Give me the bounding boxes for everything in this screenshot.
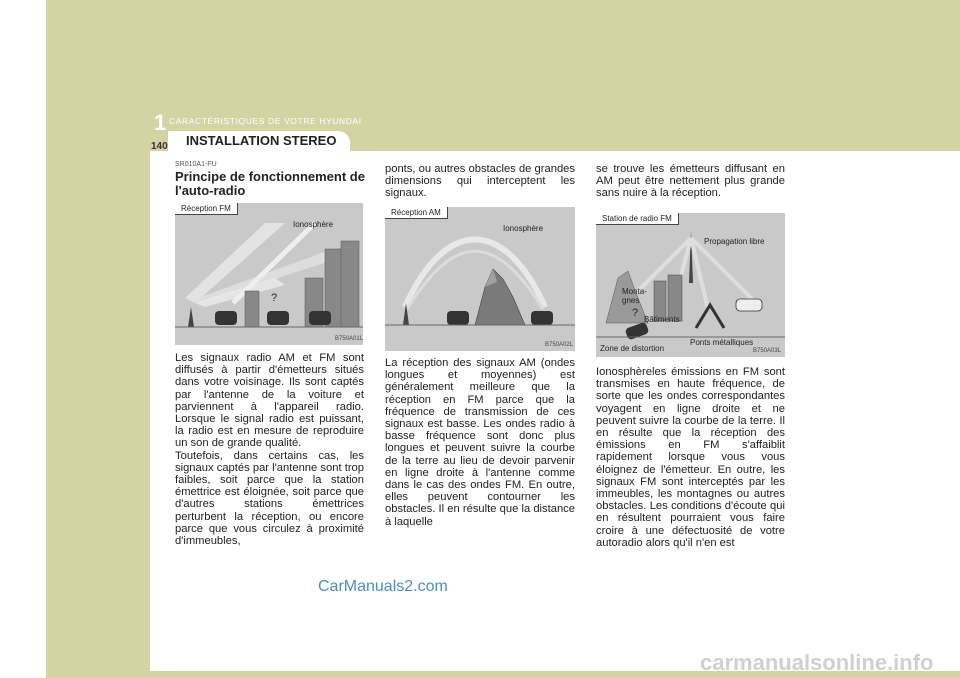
figure-fm-reception (175, 203, 363, 345)
column-3-bottom-text: Ionosphèreles émissions en FM sont transmises en haute fréquence, de sorte que les ondes correspondantes voyagent en ligne droite et ne peuvent suivre la courbe de la terre. Il en résulte que la réception des émissions en FM s'affaiblit rapidement lorsque vous vous éloignez de l'émetteur. En outre, les signaux FM sont interceptés par les immeubles, les montagnes ou autres obstacles. Les conditions d'écoute qui en résultent pourraient vous faire croire à une défectuosité de votre autoradio alors qu'il n'en est (596, 366, 785, 549)
column-2-bottom-text: La réception des signaux AM (ondes longues et moyennes) est généralement meilleure que la réception en FM parce que la fréquence de transmission de ces signaux est basse. Les ondes radio à basse fréquence sont donc plus longues et peuvent suivre la courbe de la terre au lieu de devoir parvenir en ligne droite à l'antenne comme dans le cas des ondes FM. En outre, elles peuvent contourner les obstacles. Il en résulte que la distance à laquelle (385, 357, 575, 528)
page-number: 140 (151, 141, 168, 152)
am-figure-label: Réception AM (385, 207, 448, 219)
figure-am-reception (385, 207, 575, 351)
fm-figure-label: Réception FM (175, 203, 238, 215)
figure-fm-station (596, 213, 785, 357)
site-watermark[interactable]: CarManuals2.com (318, 578, 448, 595)
chapter-title: INSTALLATION STEREO (186, 133, 337, 148)
fm-reception-illustration (175, 203, 363, 345)
fm-station-illustration (596, 213, 785, 357)
bridges-label: Ponts métalliques (690, 338, 754, 347)
column-1-text: Les signaux radio AM et FM sont diffusés à partir d'émetteurs situés dans votre voisinage. Ils sont captés par l'antenne de la voiture et parviennent à l'appareil radio. Lorsque le signal radio est puissant, la radio est en mesure de reproduire un son de grande qualité. Toutefois, dans certains cas, les signaux captés par l'antenne sont trop faibles, soit parce que la station émettrice est éloignée, soit parce que d'autres stations émettrices perturbent la réception, ou encore parce que vous circulez à proximité d'immeubles, (175, 352, 364, 548)
section-title: CARACTÉRISTIQUES DE VOTRE HYUNDAI (169, 116, 362, 126)
article-code: SR010A1-FU (175, 161, 217, 168)
distortion-label: Zone de distortion (600, 344, 665, 353)
column-2-top-text: ponts, ou autres obstacles de grandes dimensions qui interceptent les signaux. (385, 163, 575, 200)
am-figure-code: B750A02L (545, 342, 574, 348)
fm-figure-code: B750A01L (335, 336, 363, 342)
station-figure-code: B750A03L (753, 348, 782, 354)
column-3-top-text: se trouve les émetteurs diffusant en AM peut être nettement plus grande sans nuire à la réception. (596, 163, 785, 200)
propagation-label: Propagation libre (704, 237, 765, 246)
fm-ionosphere-label: Ionosphère (293, 220, 334, 229)
fm-question-mark: ? (271, 292, 278, 304)
section-number: 1 (154, 110, 167, 135)
station-figure-label: Station de radio FM (596, 213, 679, 225)
footer-watermark: carmanualsonline.info (700, 650, 934, 675)
station-question-mark: ? (632, 307, 639, 319)
am-ionosphere-label: Ionosphère (503, 224, 544, 233)
article-title: Principe de fonctionnement de l'auto-radio (175, 169, 365, 198)
mountains-label: Monta- gnes (622, 287, 647, 305)
buildings-label: Bâtiments (644, 315, 680, 324)
am-reception-illustration (385, 207, 575, 351)
